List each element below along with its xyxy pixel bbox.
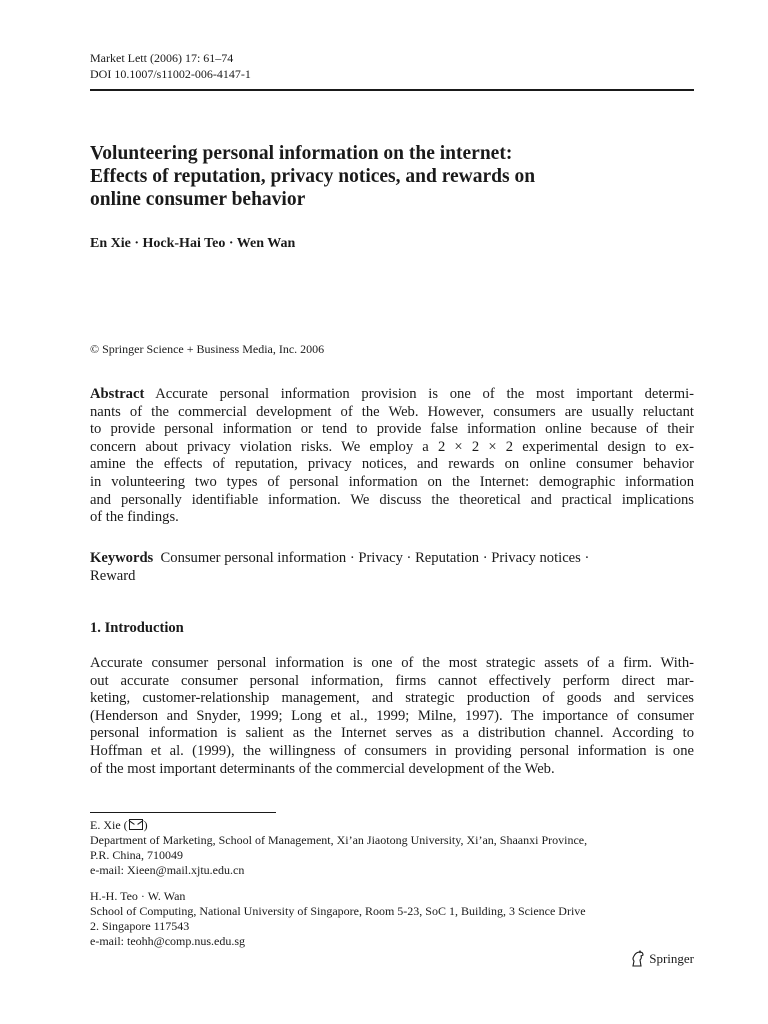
publisher-name: Springer [649,951,694,966]
introduction-paragraph [90,655,694,778]
footnote-email: e-mail: Xieen@mail.xjtu.edu.cn [90,863,245,877]
title-line: Volunteering personal information on the internet: [90,143,513,164]
footnote-rule [90,812,276,813]
abstract-line: in volunteering two types of personal information on the Internet: demographic information [90,473,694,490]
abstract-line: of the findings. [90,509,179,526]
intro-line: of the most important determinants of the commercial development of the Web. [90,760,555,777]
paper-title [90,142,694,211]
springer-horse-icon [630,950,646,968]
abstract-line: to provide personal information or tend to provide false information online because of their [90,421,694,438]
title-line: Effects of reputation, privacy notices, and rewards on [90,166,536,187]
abstract-line: nants of the commercial development of the Web. However, consumers are usually reluctant [90,403,694,420]
intro-line: Hoffman et al. (1999), the willingness of consumers in providing personal information is one [90,742,694,759]
section-heading-introduction: 1. Introduction [90,620,184,636]
copyright-notice: © Springer Science + Business Media, Inc. 2006 [90,342,325,356]
footnote-author-line: H.-H. Teo · W. Wan [90,889,186,903]
header-rule [90,89,694,91]
envelope-icon [129,819,143,830]
keywords-line: Keywords Consumer personal information · Privacy · Reputation · Privacy notices · [90,550,590,566]
intro-line: personal information is salient as the Internet serves as a distribution channel. According to [90,725,694,742]
footnote-line: P.R. China, 710049 [90,848,184,862]
doi: DOI 10.1007/s11002-006-4147-1 [90,67,251,81]
intro-line: (Henderson and Snyder, 1999; Long et al., 1999; Milne, 1997). The importance of consumer [90,707,694,724]
intro-line: keting, customer-relationship management, and strategic production of goods and services [90,690,694,707]
abstract-label: Abstract [90,386,145,402]
author-footnote-xie [90,818,694,878]
title-line: online consumer behavior [90,189,306,210]
intro-line: out accurate consumer personal information, firms cannot effectively perform direct mar- [90,672,694,689]
keywords-line: Reward [90,567,136,584]
abstract-line: concern about privacy violation risks. We employ a 2 × 2 × 2 experimental design to ex- [90,438,694,455]
abstract-line: and personally identifiable information. We discuss the theoretical and practical implications [90,491,694,508]
footnote-line: 2. Singapore 117543 [90,919,190,933]
abstract-line: Abstract Accurate personal information provision is one of the most important determi- [90,386,695,402]
footnote-line: School of Computing, National University of Singapore, Room 5-23, SoC 1, Building, 3 Science Drive [90,904,586,918]
abstract [90,386,694,527]
footnote-line: Department of Marketing, School of Management, Xi’an Jiaotong University, Xi’an, Shaanxi Province, [90,833,588,847]
keywords-label: Keywords [90,550,154,566]
keywords [90,550,694,585]
footnote-author-line: E. Xie ( ) [90,818,148,832]
abstract-line: amine the effects of reputation, privacy notices, and rewards on online consumer behavior [90,456,694,473]
author-footnote-teo-wan [90,889,694,949]
intro-line: Accurate consumer personal information is one of the most strategic assets of a firm. With- [90,655,694,671]
author-list: En Xie · Hock-Hai Teo · Wen Wan [90,236,296,251]
journal-citation: Market Lett (2006) 17: 61–74 [90,51,234,65]
footnote-email: e-mail: teohh@comp.nus.edu.sg [90,934,246,948]
publisher-mark [630,950,694,968]
journal-info [90,50,251,82]
